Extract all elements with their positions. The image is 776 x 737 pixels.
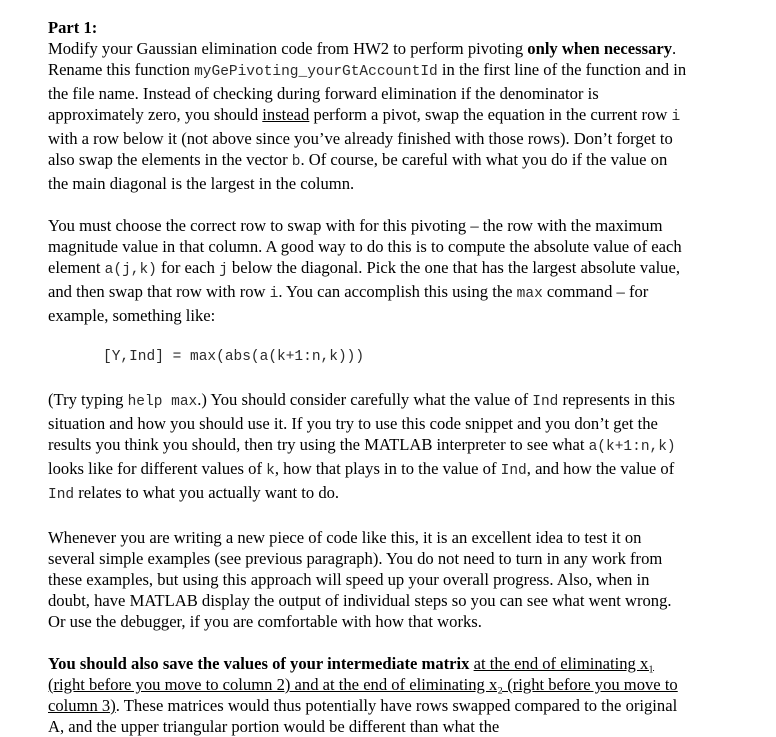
assignment-text bbox=[48, 17, 688, 737]
code-snippet: [Y,Ind] = max(abs(a(k+1:n,k))) bbox=[103, 349, 365, 365]
paragraph-try-help: (Try typing help max.) You should consider carefully what the value of Ind represents in this situation and how you should use it. If you try to use this code snippet and you don’t get the results you think you should, then try using the MATLAB interpreter to see what a(k+1:n,k) looks like for different values of k, how that plays in to the value of Ind, and how the value of Ind relates to what you actually want to do. bbox=[48, 390, 676, 503]
function-name: myGePivoting_yourGtAccountId bbox=[194, 64, 438, 80]
section-heading: Part 1: bbox=[48, 18, 98, 37]
paragraph-row-selection: You must choose the correct row to swap with for this pivoting – the row with the maximum magnitude value in that column. A good way to do this is to compute the absolute value of each element a(j,k) for each j below the diagonal. Pick the one that has the largest absolute value, and then swap that row with row i. You can accomplish this using the max command – for example, something like: bbox=[48, 216, 682, 325]
paragraph-pivoting-intro: Modify your Gaussian elimination code from HW2 to perform pivoting only when necessary. Rename this function myGePivoting_yourGtAccountId in the first line of the function and in the file name. Instead of checking during forward elimination if the denominator is approximately zero, you should instead perform a pivot, swap the equation in the current row i with a row below it (not above since you’ve already finished with those rows). Don’t forget to also swap the elements in the vector b. Of course, be careful with what you do if the value on the main diagonal is the largest in the column. bbox=[48, 39, 687, 193]
paragraph-intermediate-matrix: You should also save the values of your intermediate matrix at the end of eliminating x₁ (right before you move to column 2) and at the end of eliminating x₂ (right before you move to column 3). These matrices would thus potentially have rows swapped compared to the original A, and the upper triangular portion would be different than what the bbox=[48, 654, 678, 736]
paragraph-testing-advice: Whenever you are writing a new piece of code like this, it is an excellent idea to test it on several simple examples (see previous paragraph). You do not need to turn in any work from these examples, but using this approach will speed up your overall progress. Also, when in doubt, have MATLAB display the output of individual steps so you can see what went wrong. Or use the debugger, if you are comfortable with how that works. bbox=[48, 528, 672, 631]
